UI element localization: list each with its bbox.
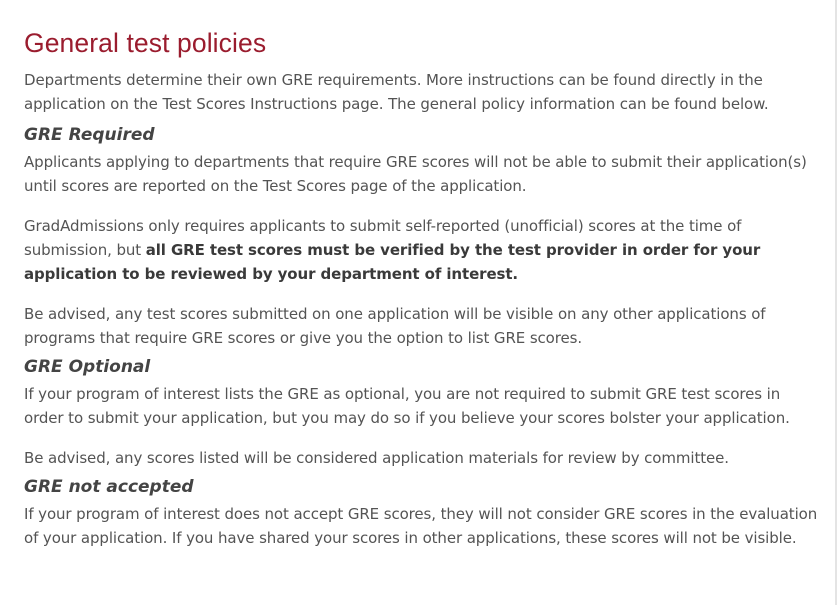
section-gre-not-accepted — [24, 474, 824, 550]
section-heading-gre-optional: GRE Optional — [24, 357, 151, 377]
policies-content — [24, 26, 824, 550]
gre-not-accepted-paragraph-1: If your program of interest does not accept GRE scores, they will not consider GRE scores in the evaluation of your application. If you have shared your scores in other applications, these scores will not be visible. — [24, 505, 818, 547]
gre-required-paragraph-1: Applicants applying to departments that require GRE scores will not be able to submit their application(s) until scores are reported on the Test Scores page of the application. — [24, 153, 807, 195]
gre-optional-paragraph-2: Be advised, any scores listed will be considered application materials for review by committee. — [24, 449, 729, 467]
gre-optional-paragraph-1: If your program of interest lists the GRE as optional, you are not required to submit GRE test scores in order to submit your application, but you may do so if you believe your scores bolster your application. — [24, 385, 790, 427]
page-title: General test policies — [24, 28, 267, 58]
gre-required-paragraph-2-text: GradAdmissions only requires applicants to submit self-reported (unofficial) scores at the time of submission, but — [24, 217, 742, 259]
gre-required-paragraph-2 — [24, 214, 824, 286]
section-gre-optional — [24, 354, 824, 470]
intro-paragraph: Departments determine their own GRE requirements. More instructions can be found directly in the application on the Test Scores Instructions page. The general policy information can be found below. — [24, 71, 769, 113]
gre-required-verification-note: all GRE test scores must be verified by the test provider in order for your application to be reviewed by your department of interest. — [24, 241, 761, 283]
section-gre-required — [24, 122, 824, 350]
section-heading-gre-not-accepted: GRE not accepted — [24, 477, 194, 497]
section-heading-gre-required: GRE Required — [24, 125, 155, 145]
gre-required-paragraph-3: Be advised, any test scores submitted on one application will be visible on any other applications of programs that require GRE scores or give you the option to list GRE scores. — [24, 305, 766, 347]
